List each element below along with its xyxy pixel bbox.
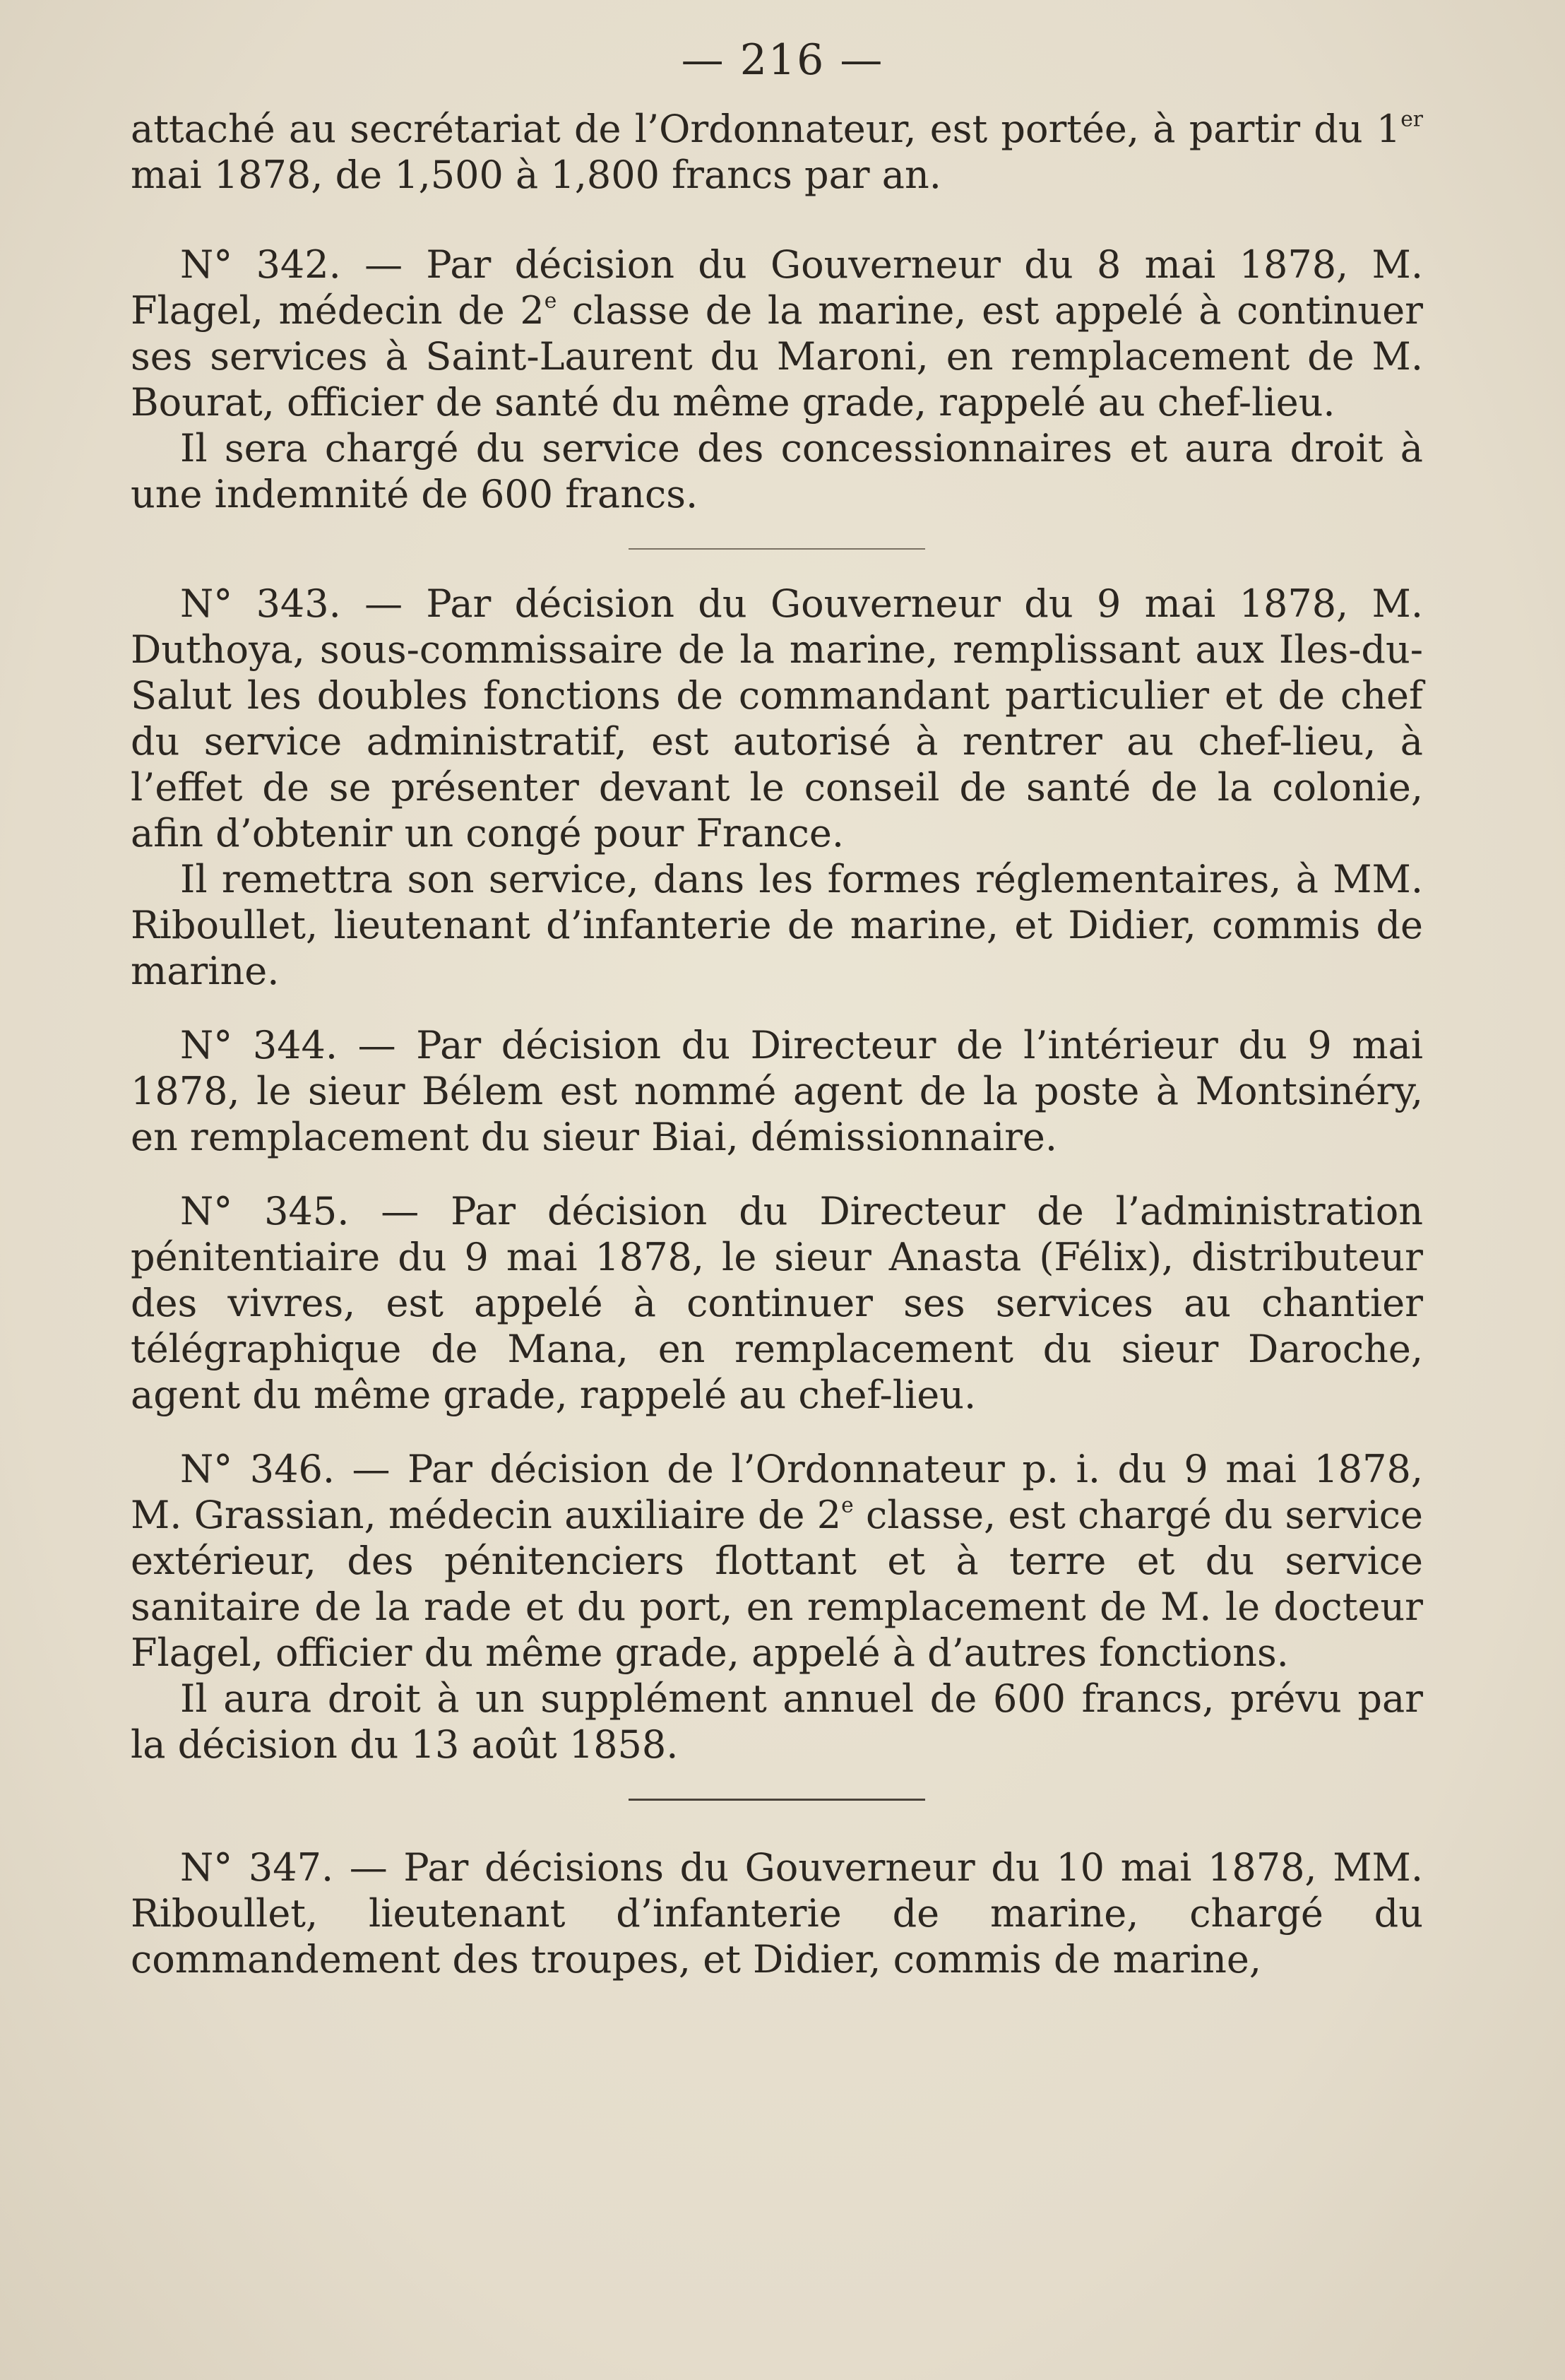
superscript: er [1400, 107, 1423, 132]
paragraph-n346 [131, 1446, 1423, 1676]
section-divider [629, 548, 925, 550]
text-run: attaché au secrétariat de l’Ordonnateur, est portée, à partir du 1 [131, 107, 1401, 151]
paragraph-n346-continued [131, 1676, 1423, 1768]
text-run: N° 344. — Par décision du Directeur de l’intérieur du 9 mai 1878, le sieur Bélem est nommé agent de la poste à Montsinéry, en remplacement du sieur Biai, démissionnaire. [131, 1023, 1423, 1159]
text-run: classe, est chargé du service extérieur, des pénitenciers flottant et à terre et du service sanitaire de la rade et du port, en remplacement de M. le docteur Flagel, officier du même grade, appelé à d’autres fonctions. [131, 1493, 1424, 1675]
paragraph-continuation [131, 106, 1423, 198]
section-divider [629, 1799, 925, 1801]
text-run: N° 346. — Par décision de l’Ordonnateur p. i. du 9 mai 1878, M. Grassian, médecin auxiliaire de 2 [131, 1447, 1423, 1537]
paragraph-n344 [131, 1022, 1423, 1160]
paragraph-n343 [131, 581, 1423, 856]
text-run: Il aura droit à un supplément annuel de 600 francs, prévu par la décision du 13 août 1858. [131, 1676, 1423, 1767]
superscript: e [544, 288, 557, 314]
text-run: N° 345. — Par décision du Directeur de l’administration pénitentiaire du 9 mai 1878, le sieur Anasta (Félix), distributeur des vivres, est appelé à continuer ses services au chantier télégraphique de Mana, en remplacement du sieur Daroche, agent du même grade, rappelé au chef-lieu. [131, 1189, 1423, 1417]
text-run: N° 342. — Par décision du Gouverneur du 8 mai 1878, M. Flagel, médecin de 2 [131, 242, 1423, 333]
paragraph-n342 [131, 242, 1423, 425]
text-run: Il remettra son service, dans les formes réglementaires, à MM. Riboullet, lieutenant d’infanterie de marine, et Didier, commis de marine. [131, 857, 1423, 993]
text-run: Il sera chargé du service des concessionnaires et aura droit à une indemnité de 600 francs. [131, 426, 1423, 516]
text-run: classe de la marine, est appelé à continuer ses services à Saint-Laurent du Maroni, en remplacement de M. Bourat, officier de santé du même grade, rappelé au chef-lieu. [131, 288, 1423, 425]
text-body [131, 106, 1423, 1982]
paragraph-n347 [131, 1845, 1423, 1982]
text-run: N° 343. — Par décision du Gouverneur du 9 mai 1878, M. Duthoya, sous-commissaire de la marine, remplissant aux Iles-du-Salut les doubles fonctions de commandant particulier et de chef du service administratif, est autorisé à rentrer au chef-lieu, à l’effet de se présenter devant le conseil de santé de la colonie, afin d’obtenir un congé pour France. [131, 581, 1423, 856]
superscript: e [841, 1493, 854, 1518]
page-number: — 216 — [681, 35, 884, 85]
paragraph-n345 [131, 1188, 1423, 1418]
text-run: mai 1878, de 1,500 à 1,800 francs par an. [131, 153, 941, 197]
paragraph-n342-continued [131, 425, 1423, 517]
paragraph-n343-continued [131, 856, 1423, 994]
text-run: N° 347. — Par décisions du Gouverneur du 10 mai 1878, MM. Riboullet, lieutenant d’infanterie de marine, chargé du commandement des troupes, et Didier, commis de marine, [131, 1845, 1423, 1982]
